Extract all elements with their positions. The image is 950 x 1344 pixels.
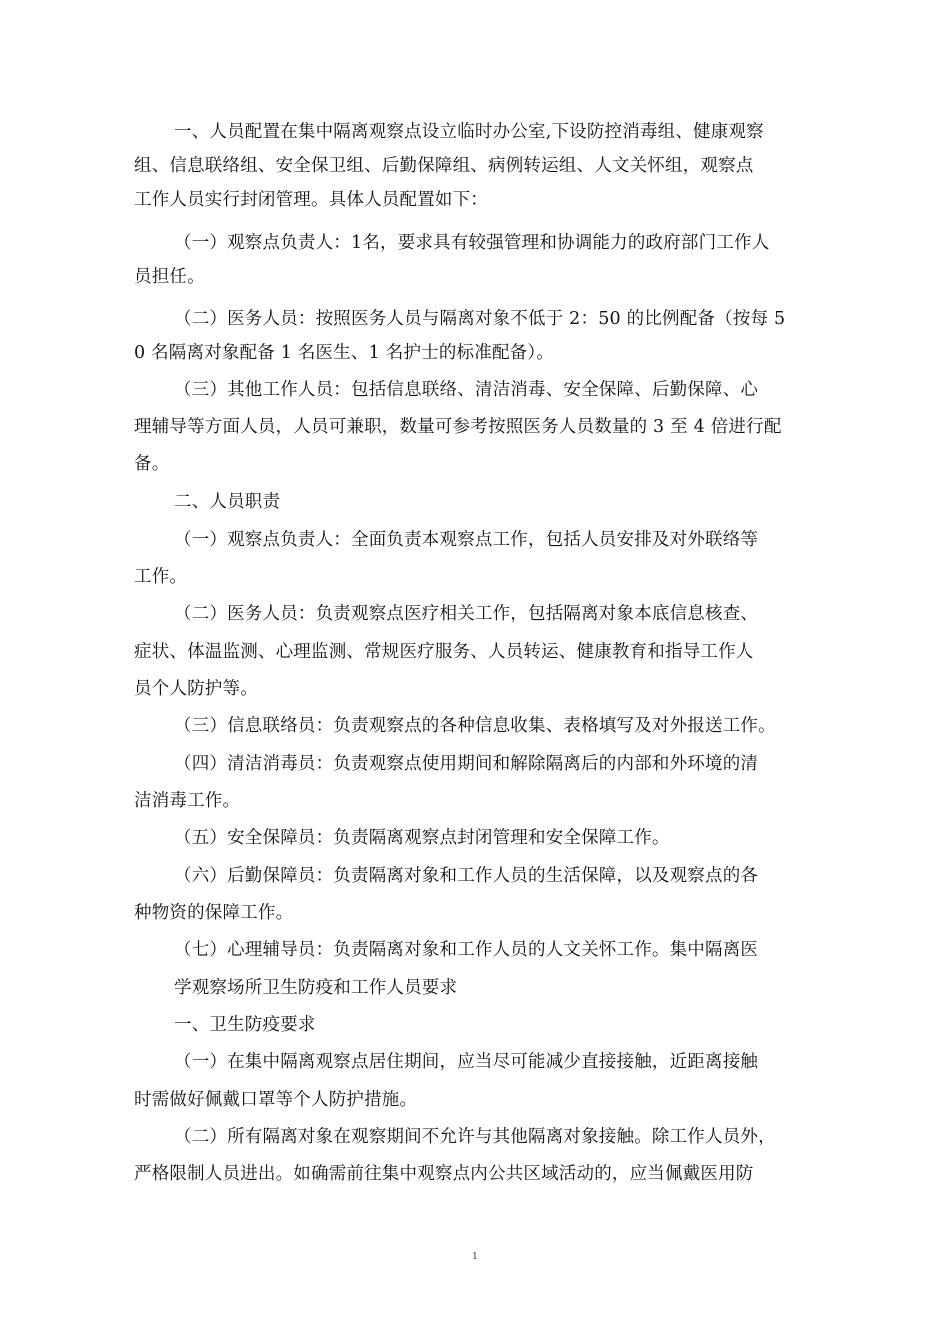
section-heading: 二、人员职责 — [174, 492, 281, 512]
text-line: （一）观察点负责人：1名，要求具有较强管理和协调能力的政府部门工作人 — [174, 233, 770, 253]
text-line: 理辅导等方面人员，人员可兼职，数量可参考按照医务人员数量的 3 至 4 倍进行配 — [134, 417, 782, 437]
text-line: （七）心理辅导员：负责隔离对象和工作人员的人文关怀工作。集中隔离医 — [174, 940, 759, 960]
text-line: （六）后勤保障员：负责隔离对象和工作人员的生活保障，以及观察点的各 — [174, 866, 759, 886]
text-line: 员担任。 — [134, 267, 205, 287]
text-line: 学观察场所卫生防疫和工作人员要求 — [174, 978, 458, 998]
text-line: 时需做好佩戴口罩等个人防护措施。 — [134, 1090, 418, 1110]
text-line: 备。 — [134, 454, 170, 474]
text-line: 员个人防护等。 — [134, 679, 258, 699]
text-line: （四）清洁消毒员：负责观察点使用期间和解除隔离后的内部和外环境的清 — [174, 754, 759, 774]
text-line: （三）其他工作人员：包括信息联络、清洁消毒、安全保障、后勤保障、心 — [174, 380, 759, 400]
text-line: 工作人员实行封闭管理。具体人员配置如下： — [134, 190, 488, 210]
page-number: 1 — [472, 1252, 478, 1262]
text-line: （五）安全保障员：负责隔离观察点封闭管理和安全保障工作。 — [174, 828, 670, 848]
text-line: 症状、体温监测、心理监测、常规医疗服务、人员转运、健康教育和指导工作人 — [134, 642, 754, 662]
section-heading: 一、卫生防疫要求 — [174, 1015, 316, 1035]
text-line: （一）观察点负责人：全面负责本观察点工作，包括人员安排及对外联络等 — [174, 530, 759, 550]
text-line: 0 名隔离对象配备 1 名医生、1 名护士的标准配备）。 — [134, 343, 555, 363]
text-line: 洁消毒工作。 — [134, 791, 241, 811]
text-line: （二）所有隔离对象在观察期间不允许与其他隔离对象接触。除工作人员外， — [174, 1127, 776, 1147]
text-line: （二）医务人员：负责观察点医疗相关工作，包括隔离对象本底信息核查、 — [174, 604, 759, 624]
text-line: 种物资的保障工作。 — [134, 903, 294, 923]
text-line: 组、信息联络组、安全保卫组、后勤保障组、病例转运组、人文关怀组，观察点 — [134, 156, 754, 176]
text-line: （一）在集中隔离观察点居住期间，应当尽可能减少直接接触，近距离接触 — [174, 1052, 759, 1072]
text-line: （三）信息联络员：负责观察点的各种信息收集、表格填写及对外报送工作。 — [174, 716, 776, 736]
text-line: 严格限制人员进出。如确需前往集中观察点内公共区域活动的，应当佩戴医用防 — [134, 1164, 754, 1184]
text-line: 一、人员配置在集中隔离观察点设立临时办公室,下设防控消毒组、健康观察 — [174, 122, 764, 142]
text-line: 工作。 — [134, 567, 188, 587]
text-line: （二）医务人员：按照医务人员与隔离对象不低于 2：50 的比例配备（按每 5 — [174, 309, 786, 329]
